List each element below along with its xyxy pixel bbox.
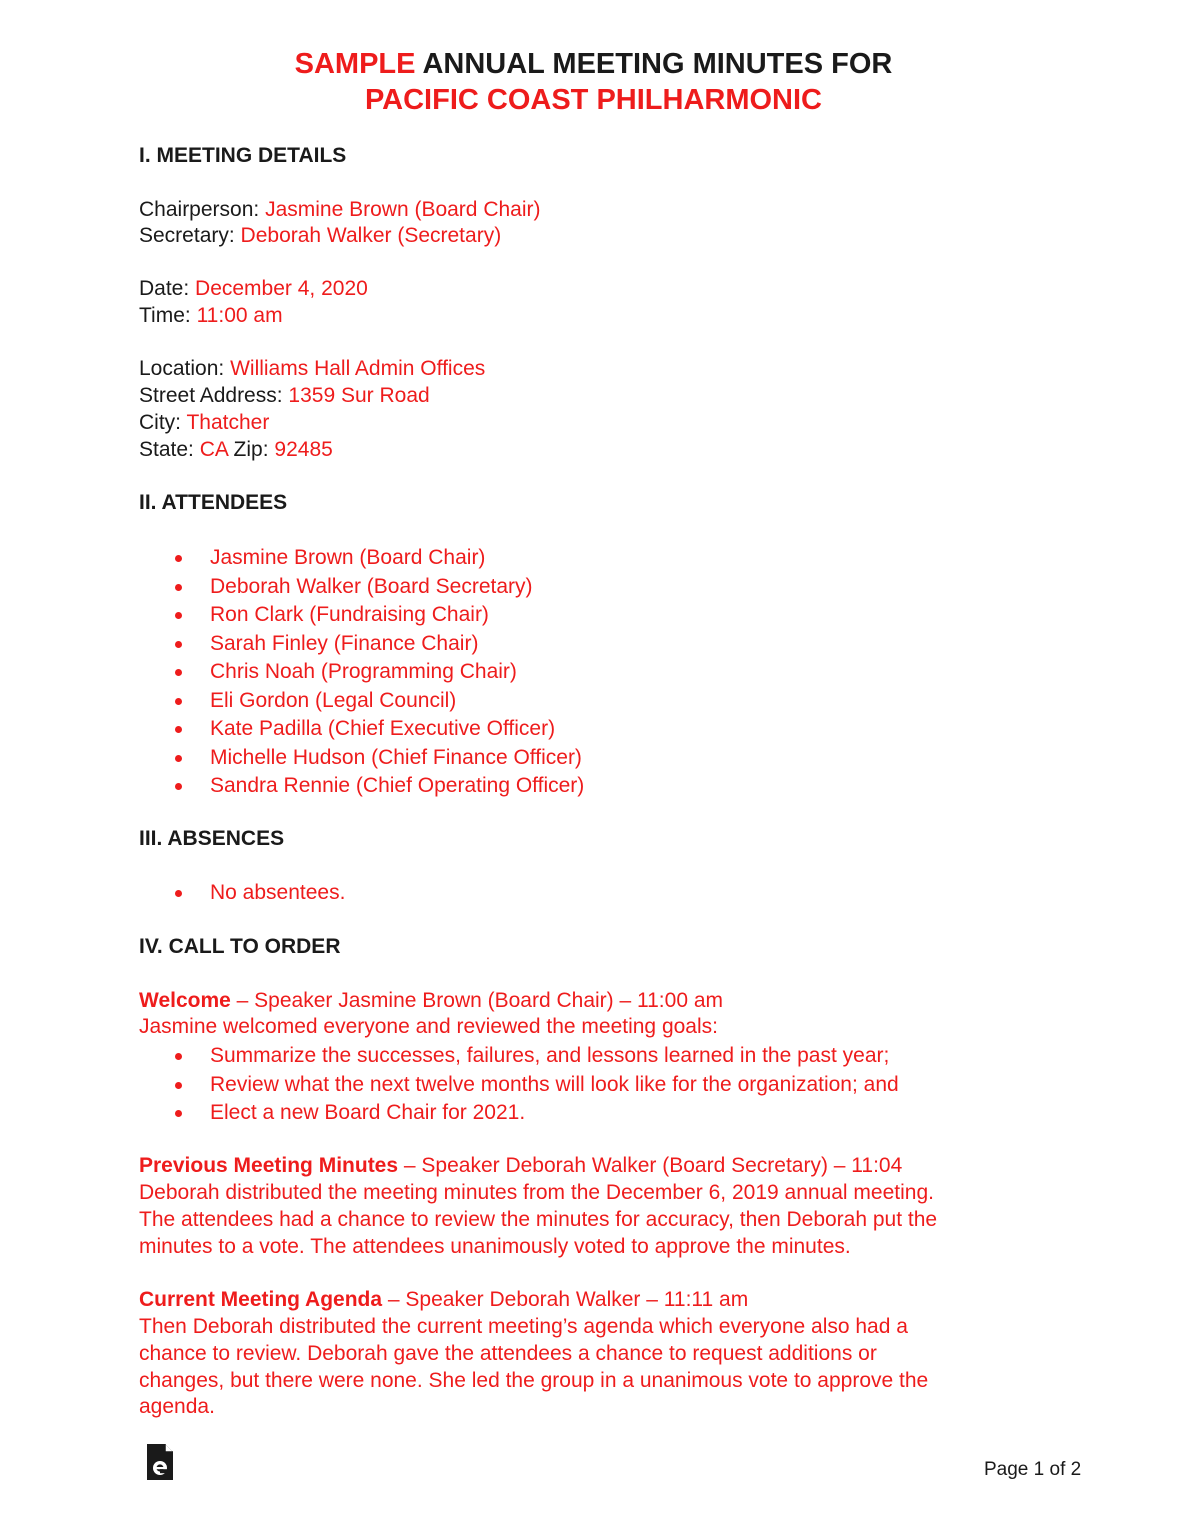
bullet-icon [175, 1082, 182, 1089]
list-item: Summarize the successes, failures, and lessons learned in the past year; [170, 1042, 899, 1071]
state-zip-line [139, 437, 333, 463]
street-line [139, 383, 430, 409]
secretary-label: Secretary: [139, 224, 241, 247]
document-title-line-1 [0, 47, 1187, 82]
list-item: Michelle Hudson (Chief Finance Officer) [170, 744, 584, 773]
current-agenda-text-line: agenda. [139, 1395, 215, 1418]
list-item: Deborah Walker (Board Secretary) [170, 573, 584, 602]
current-agenda-text-line: changes, but there were none. She led the group in a unanimous vote to approve the [139, 1369, 929, 1392]
list-item: Jasmine Brown (Board Chair) [170, 544, 584, 573]
location-label: Location: [139, 357, 231, 380]
welcome-text: Jasmine welcomed everyone and reviewed the meeting goals: [139, 1015, 718, 1038]
current-agenda-text-line: chance to review. Deborah gave the attendees a chance to request additions or [139, 1342, 877, 1365]
street-value: 1359 Sur Road [288, 384, 430, 407]
list-item: Eli Gordon (Legal Council) [170, 687, 584, 716]
previous-minutes-title: Previous Meeting Minutes [139, 1154, 399, 1177]
current-agenda-title: Current Meeting Agenda [139, 1288, 383, 1311]
date-label: Date: [139, 277, 196, 300]
location-value: Williams Hall Admin Offices [230, 357, 486, 380]
meeting-goals-list [170, 1042, 899, 1128]
previous-minutes-text-line: Deborah distributed the meeting minutes from the December 6, 2019 annual meeting. [139, 1181, 934, 1204]
chairperson-label: Chairperson: [139, 198, 266, 221]
list-item: Chris Noah (Programming Chair) [170, 658, 584, 687]
eforms-document-icon [146, 1443, 174, 1481]
zip-value: 92485 [274, 438, 333, 461]
section-heading-meeting-details: I. MEETING DETAILS [139, 144, 347, 167]
section-heading-absences: III. ABSENCES [139, 827, 285, 850]
previous-minutes-speaker: – Speaker Deborah Walker (Board Secretary) – 11:04 [398, 1154, 903, 1177]
state-value: CA [199, 438, 228, 461]
bullet-icon [175, 1110, 182, 1117]
list-item: No absentees. [170, 879, 345, 908]
chairperson-value: Jasmine Brown (Board Chair) [265, 198, 541, 221]
sample-label: SAMPLE [294, 48, 416, 80]
current-agenda-text-line: Then Deborah distributed the current meeting’s agenda which everyone also had a [139, 1315, 908, 1338]
list-item: Kate Padilla (Chief Executive Officer) [170, 715, 584, 744]
bullet-icon [175, 669, 182, 676]
current-agenda-heading-line [139, 1287, 748, 1313]
location-line [139, 356, 485, 382]
secretary-value: Deborah Walker (Secretary) [240, 224, 502, 247]
bullet-icon [175, 584, 182, 591]
welcome-title: Welcome [139, 989, 231, 1012]
bullet-icon [175, 641, 182, 648]
page-number: Page 1 of 2 [984, 1459, 1082, 1480]
time-label: Time: [139, 304, 197, 327]
previous-minutes-text-line: The attendees had a chance to review the minutes for accuracy, then Deborah put the [139, 1208, 938, 1231]
city-label: City: [139, 411, 187, 434]
section-heading-attendees: II. ATTENDEES [139, 491, 288, 514]
list-item: Review what the next twelve months will look like for the organization; and [170, 1071, 899, 1100]
bullet-icon [175, 1053, 182, 1060]
list-item: Ron Clark (Fundraising Chair) [170, 601, 584, 630]
city-value: Thatcher [186, 411, 270, 434]
attendees-list [170, 544, 584, 801]
secretary-line [139, 223, 501, 249]
list-item: Sarah Finley (Finance Chair) [170, 630, 584, 659]
document-title-line-2: PACIFIC COAST PHILHARMONIC [364, 84, 822, 116]
title-text: ANNUAL MEETING MINUTES FOR [415, 48, 893, 80]
zip-label: Zip: [227, 438, 275, 461]
previous-minutes-heading-line [139, 1153, 902, 1179]
chairperson-line [139, 197, 541, 223]
time-value: 11:00 am [196, 304, 283, 327]
current-agenda-speaker: – Speaker Deborah Walker – 11:11 am [382, 1288, 749, 1311]
time-line [139, 303, 283, 329]
welcome-speaker: – Speaker Jasmine Brown (Board Chair) – 11:00 am [230, 989, 724, 1012]
previous-minutes-text-line: minutes to a vote. The attendees unanimously voted to approve the minutes. [139, 1235, 851, 1258]
date-value: December 4, 2020 [195, 277, 368, 300]
bullet-icon [175, 726, 182, 733]
bullet-icon [175, 890, 182, 897]
street-label: Street Address: [139, 384, 289, 407]
city-line [139, 410, 269, 436]
list-item: Elect a new Board Chair for 2021. [170, 1099, 899, 1128]
section-heading-call-to-order: IV. CALL TO ORDER [139, 935, 341, 958]
absences-list [170, 879, 345, 908]
bullet-icon [175, 783, 182, 790]
list-item: Sandra Rennie (Chief Operating Officer) [170, 772, 584, 801]
date-line [139, 276, 368, 302]
welcome-heading-line [139, 988, 723, 1014]
bullet-icon [175, 755, 182, 762]
bullet-icon [175, 698, 182, 705]
bullet-icon [175, 612, 182, 619]
bullet-icon [175, 555, 182, 562]
state-label: State: [139, 438, 200, 461]
